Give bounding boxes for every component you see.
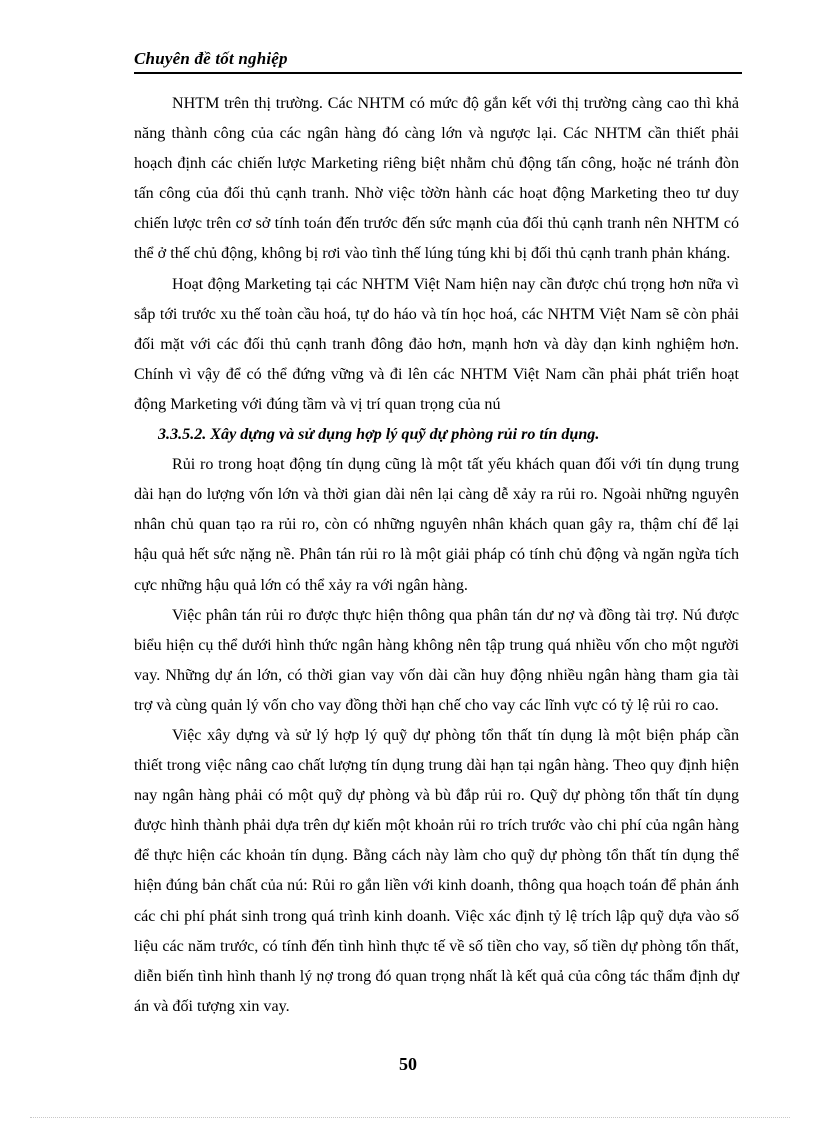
- page-number: 50: [399, 1054, 417, 1074]
- paragraph-2: Hoạt động Marketing tại các NHTM Việt Nam hiện nay cần được chú trọng hơn nữa vì sắp tới trước xu thế toàn cầu hoá, tự do háo và tín học hoá, các NHTM Việt Nam sẽ còn phải đối mặt với các đối thủ cạnh tranh đông đảo hơn, mạnh hơn và dày dạn kinh nghiệm hơn. Chính vì vậy để có thể đứng vững và đi lên các NHTM Việt Nam cần phải phát triển hoạt động Marketing với đúng tầm và vị trí quan trọng của nú: [134, 275, 739, 413]
- paragraph-4: Việc phân tán rủi ro được thực hiện thông qua phân tán dư nợ và đồng tài trợ. Nú được biểu hiện cụ thể dưới hình thức ngân hàng không nên tập trung quá nhiều vốn cho một người vay. Những dự án lớn, có thời gian vay vốn dài cần huy động nhiều ngân hàng tham gia tài trợ và cùng quản lý vốn cho vay đồng thời hạn chế cho vay các lĩnh vực có tỷ lệ rủi ro cao.: [134, 606, 739, 714]
- header-title: Chuyên đề tốt nghiệp: [134, 49, 288, 68]
- section-heading: 3.3.5.2. Xây dựng và sử dụng hợp lý quỹ dự phòng rủi ro tín dụng.: [158, 426, 600, 444]
- paragraph-3: Rủi ro trong hoạt động tín dụng cũng là một tất yếu khách quan đối với tín dụng trung dài hạn do lượng vốn lớn và thời gian dài nên lại càng dễ xảy ra rủi ro. Ngoài những nguyên nhân chủ quan tạo ra rủi ro, còn có những nguyên nhân khách quan gây ra, thậm chí để lại hậu quả hết sức nặng nề. Phân tán rủi ro là một giải pháp có tính chủ động và ngăn ngừa tích cực những hậu quả lớn có thể xảy ra với ngân hàng.: [134, 456, 739, 594]
- paragraph-5: Việc xây dựng và sử lý hợp lý quỹ dự phòng tổn thất tín dụng là một biện pháp cần thiết trong việc nâng cao chất lượng tín dụng trung dài hạn tại ngân hàng. Theo quy định hiện nay ngân hàng phải có một quỹ dự phòng và bù đắp rủi ro. Quỹ dự phòng tổn thất tín dụng được hình thành phải dựa trên dự kiến một khoản rủi ro trích trước vào chi phí của ngân hàng để thực hiện các khoản tín dụng. Bằng cách này làm cho quỹ dự phòng tổn thất tín dụng thể hiện đúng bản chất của nú: Rủi ro gắn liền với kinh doanh, thông qua hoạch toán để phản ánh các chi phí phát sinh trong quá trình kinh doanh. Việc xác định tỷ lệ trích lập quỹ dựa vào số liệu các năm trước, có tính đến tình hình thực tế về số tiền cho vay, số tiền dự phòng tổn thất, diễn biến tình hình thanh lý nợ trong đó quan trọng nhất là kết quả của công tác thẩm định dự án và đối tượng xin vay.: [134, 726, 739, 1015]
- footer-divider: [30, 1117, 790, 1118]
- page-header: [134, 48, 742, 74]
- body-text: [134, 89, 739, 1022]
- paragraph-1: NHTM trên thị trường. Các NHTM có mức độ gắn kết với thị trường càng cao thì khả năng thành công của các ngân hàng đó càng lớn và ngược lại. Các NHTM cần thiết phải hoạch định các chiến lược Marketing riêng biệt nhằm chủ động tấn công, hoặc né tránh đòn tấn công của đối thủ cạnh tranh. Nhờ việc tờờn hành các hoạt động Marketing theo tư duy chiến lược trên cơ sở tính toán đến trước đến sức mạnh của đối thủ cạnh tranh nên NHTM có thể ở thế chủ động, không bị rơi vào tình thế lúng túng khi bị đối thủ cạnh tranh phản kháng.: [134, 95, 739, 263]
